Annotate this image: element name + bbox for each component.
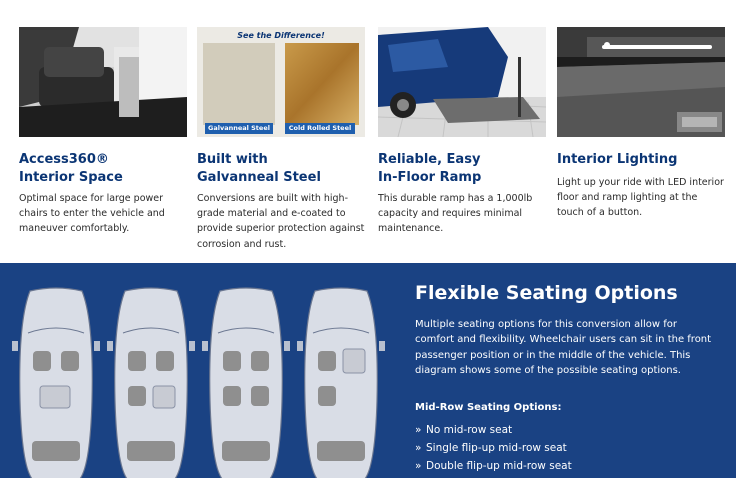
list-item [415,457,572,475]
steel-comparison-photo [197,27,365,137]
list-item [415,421,572,439]
feature-description: Conversions are built with high-grade material and e-coated to provide superior protection against corrosion and rust. [197,193,365,250]
van-diagram-front-passenger [297,288,385,478]
feature-title: Access360® Interior Space [19,152,123,185]
van-diagram-double-flip-up [202,288,290,478]
seating-options-panel [0,263,736,478]
comparison-heading: See the Difference! [237,31,325,40]
feature-title: Reliable, Easy In-Floor Ramp [378,152,482,185]
seating-options-list [415,421,572,475]
seating-body: Multiple seating options for this conversion allow for comfort and flexibility. Wheelchair users can sit in the front passenger position or in the middle of the vehicle. This diagram shows some of the possible seating options. [415,319,712,376]
bullet: » [415,424,422,436]
cold-rolled-label: Cold Rolled Steel [288,124,352,132]
feature-description: Light up your ride with LED interior floor and ramp lighting at the touch of a button. [557,177,724,219]
lighting-photo [557,27,725,137]
option-label: No mid-row seat [426,424,513,436]
list-item [415,439,572,457]
option-label: Single flip-up mid-row seat [426,442,567,454]
bullet: » [415,460,422,472]
van-diagram-single-flip-up [107,288,195,478]
option-label: Double flip-up mid-row seat [426,460,572,472]
van-interior-photo [19,27,187,137]
feature-title: Interior Lighting [557,152,678,167]
galvanneal-label: Galvanneal Steel [208,124,270,132]
seating-heading: Flexible Seating Options [415,282,678,304]
feature-description: Optimal space for large power chairs to enter the vehicle and maneuver comfortably. [19,193,165,235]
bullet: » [415,442,422,454]
ramp-photo [378,27,546,137]
seating-subheading: Mid-Row Seating Options: [415,402,562,413]
seating-diagram [0,263,400,478]
van-diagram-no-mid-row [12,288,100,478]
feature-description: This durable ramp has a 1,000lb capacity and requires minimal maintenance. [378,193,533,235]
feature-title: Built with Galvanneal Steel [197,152,321,185]
